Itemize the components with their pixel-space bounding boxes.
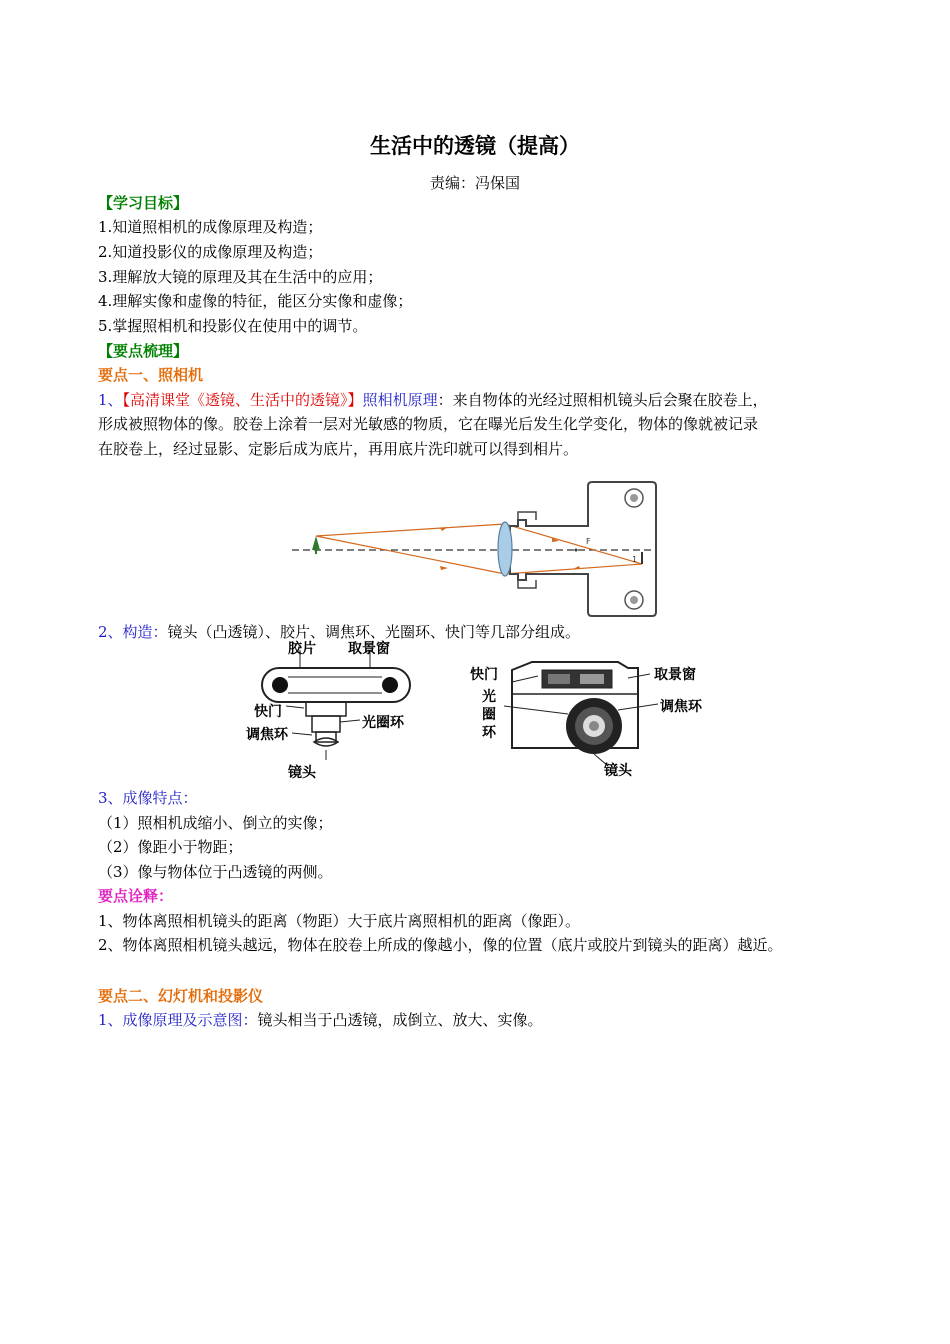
feature-item: （3）像与物体位于凸透镜的两侧。 xyxy=(98,863,333,881)
principle-text-line: 形成被照物体的像。胶卷上涂着一层对光敏感的物质，它在曝光后发生化学变化，物体的像就被记录 xyxy=(98,415,759,433)
lens-label: 镜头 xyxy=(288,765,316,781)
points-heading: 【要点梳理】 xyxy=(98,342,189,360)
structure-label: 2、构造： xyxy=(98,623,168,641)
viewfinder-label: 取景窗 xyxy=(348,641,390,657)
feature-item: （2）像距小于物距； xyxy=(98,838,243,856)
tree-object-icon xyxy=(312,536,320,550)
film-label: 胶片 xyxy=(288,641,316,657)
focal-point-label: F xyxy=(586,537,591,546)
note-item: 2、物体离照相机镜头越远，物体在胶卷上所成的像越小，像的位置（底片或胶片到镜头的距离）越近。 xyxy=(98,936,783,954)
goal-item: 3.理解放大镜的原理及其在生活中的应用； xyxy=(98,268,383,286)
focus-ring-label: 调焦环 xyxy=(246,727,288,743)
aperture-label-char: 环 xyxy=(482,725,496,741)
aperture-ring-label: 光圈环 xyxy=(362,715,404,731)
ray xyxy=(316,524,505,536)
projector-principle-line xyxy=(98,1009,543,1031)
camera-principle-line xyxy=(98,389,768,411)
shutter-label: 快门 xyxy=(254,704,282,720)
shutter-label: 快门 xyxy=(470,667,498,683)
principle-text-line: 在胶卷上，经过显影、定影后成为底片，再用底片洗印就可以得到相片。 xyxy=(98,440,579,458)
goal-item: 2.知道投影仪的成像原理及构造； xyxy=(98,243,323,261)
page-title: 生活中的透镜（提高） xyxy=(370,134,580,158)
goal-item: 1.知道照相机的成像原理及构造； xyxy=(98,218,323,236)
course-link[interactable]: 【高清课堂《透镜、生活中的透镜》】 xyxy=(122,391,363,409)
convex-lens-icon xyxy=(498,522,512,576)
goals-heading: 【学习目标】 xyxy=(98,194,189,212)
aperture-label-char: 圈 xyxy=(482,707,496,723)
ray xyxy=(316,536,505,574)
projector-principle-label: 1、成像原理及示意图： xyxy=(98,1011,258,1029)
structure-text: 镜头（凸透镜）、胶片、调焦环、光圈环、快门等几部分组成。 xyxy=(167,623,581,641)
imaging-features-label: 3、成像特点： xyxy=(98,789,198,807)
note-heading: 要点诠释： xyxy=(98,887,174,905)
feature-item: （1）照相机成缩小、倒立的实像； xyxy=(98,814,333,832)
viewfinder-label: 取景窗 xyxy=(654,667,696,683)
section2-heading: 要点二、幻灯机和投影仪 xyxy=(98,987,264,1005)
projector-principle-text: 镜头相当于凸透镜，成倒立、放大、实像。 xyxy=(257,1011,543,1029)
item-number: 1、 xyxy=(98,391,123,409)
section1-heading: 要点一、照相机 xyxy=(98,366,204,384)
ray xyxy=(505,564,642,574)
camera-schematic-figure xyxy=(240,638,440,784)
note-item: 1、物体离照相机镜头的距离（物距）大于底片离照相机的距离（像距）。 xyxy=(98,912,581,930)
camera-sketch-figure xyxy=(468,654,718,784)
principle-label: 照相机原理 xyxy=(362,391,438,409)
camera-body-outline xyxy=(510,482,656,616)
lens-label: 镜头 xyxy=(604,763,632,779)
goal-item: 4.理解实像和虚像的特征，能区分实像和虚像； xyxy=(98,292,413,310)
focus-ring-label: 调焦环 xyxy=(660,699,702,715)
editor-line: 责编：冯保国 xyxy=(429,174,520,192)
camera-ray-diagram xyxy=(290,478,665,618)
image-label: 1 xyxy=(632,555,638,564)
goal-item: 5.掌握照相机和投影仪在使用中的调节。 xyxy=(98,317,368,335)
ray xyxy=(505,524,642,564)
aperture-label-char: 光 xyxy=(482,689,496,705)
principle-text: ：来自物体的光经过照相机镜头后会聚在胶卷上， xyxy=(437,391,768,409)
